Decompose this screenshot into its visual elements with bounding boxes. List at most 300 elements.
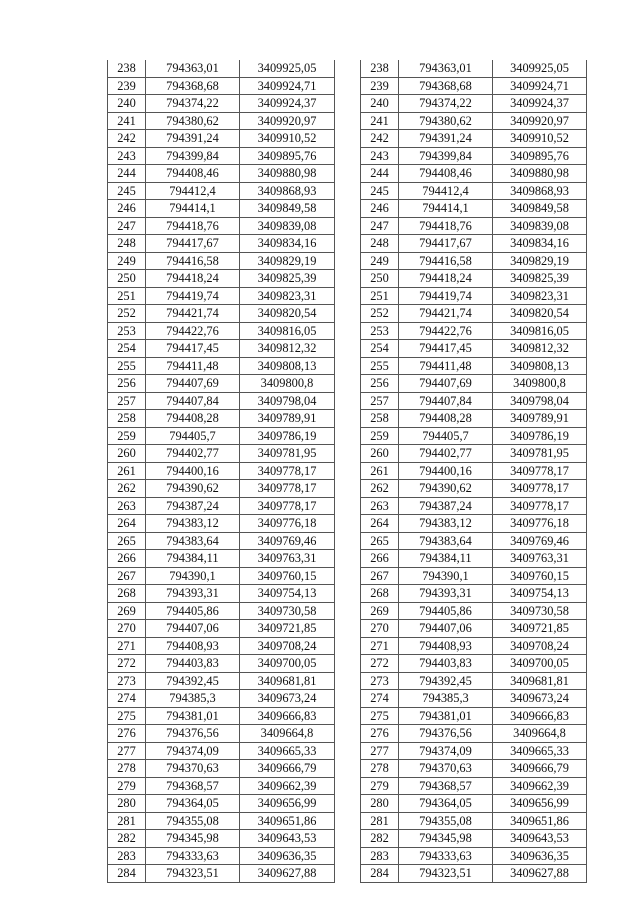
x-coordinate-cell: 794323,51 bbox=[399, 865, 493, 883]
coordinates-table-right bbox=[360, 60, 587, 883]
x-coordinate-cell: 794384,11 bbox=[399, 550, 493, 568]
table-row bbox=[108, 532, 335, 550]
point-number-cell: 277 bbox=[108, 742, 146, 760]
y-coordinate-cell: 3409730,58 bbox=[493, 602, 587, 620]
y-coordinate-cell: 3409778,17 bbox=[240, 462, 335, 480]
point-number-cell: 260 bbox=[108, 445, 146, 463]
table-row bbox=[361, 462, 587, 480]
y-coordinate-cell: 3409760,15 bbox=[493, 567, 587, 585]
x-coordinate-cell: 794414,1 bbox=[146, 200, 240, 218]
x-coordinate-cell: 794407,69 bbox=[146, 375, 240, 393]
y-coordinate-cell: 3409800,8 bbox=[240, 375, 335, 393]
point-number-cell: 263 bbox=[361, 497, 399, 515]
y-coordinate-cell: 3409673,24 bbox=[240, 690, 335, 708]
x-coordinate-cell: 794383,64 bbox=[399, 532, 493, 550]
y-coordinate-cell: 3409849,58 bbox=[240, 200, 335, 218]
point-number-cell: 248 bbox=[361, 235, 399, 253]
y-coordinate-cell: 3409781,95 bbox=[493, 445, 587, 463]
point-number-cell: 284 bbox=[108, 865, 146, 883]
x-coordinate-cell: 794400,16 bbox=[399, 462, 493, 480]
point-number-cell: 278 bbox=[108, 760, 146, 778]
table-row bbox=[361, 322, 587, 340]
table-row bbox=[361, 340, 587, 358]
x-coordinate-cell: 794399,84 bbox=[399, 147, 493, 165]
x-coordinate-cell: 794387,24 bbox=[399, 497, 493, 515]
y-coordinate-cell: 3409665,33 bbox=[240, 742, 335, 760]
x-coordinate-cell: 794368,68 bbox=[399, 77, 493, 95]
x-coordinate-cell: 794374,22 bbox=[146, 95, 240, 113]
point-number-cell: 265 bbox=[108, 532, 146, 550]
table-row bbox=[108, 690, 335, 708]
y-coordinate-cell: 3409721,85 bbox=[493, 620, 587, 638]
x-coordinate-cell: 794383,12 bbox=[146, 515, 240, 533]
table-row bbox=[108, 865, 335, 883]
table-row bbox=[108, 60, 335, 77]
x-coordinate-cell: 794384,11 bbox=[146, 550, 240, 568]
table-row bbox=[361, 637, 587, 655]
table-row bbox=[361, 200, 587, 218]
point-number-cell: 240 bbox=[361, 95, 399, 113]
point-number-cell: 246 bbox=[108, 200, 146, 218]
point-number-cell: 274 bbox=[108, 690, 146, 708]
table-row bbox=[108, 305, 335, 323]
table-row bbox=[361, 305, 587, 323]
point-number-cell: 242 bbox=[361, 130, 399, 148]
x-coordinate-cell: 794333,63 bbox=[399, 847, 493, 865]
x-coordinate-cell: 794387,24 bbox=[146, 497, 240, 515]
table-row bbox=[361, 95, 587, 113]
point-number-cell: 261 bbox=[361, 462, 399, 480]
table-row bbox=[108, 427, 335, 445]
y-coordinate-cell: 3409798,04 bbox=[240, 392, 335, 410]
x-coordinate-cell: 794419,74 bbox=[399, 287, 493, 305]
table-row bbox=[108, 725, 335, 743]
x-coordinate-cell: 794414,1 bbox=[399, 200, 493, 218]
table-row bbox=[108, 550, 335, 568]
x-coordinate-cell: 794355,08 bbox=[146, 812, 240, 830]
coordinates-table-left bbox=[107, 60, 335, 883]
y-coordinate-cell: 3409754,13 bbox=[493, 585, 587, 603]
x-coordinate-cell: 794364,05 bbox=[399, 795, 493, 813]
x-coordinate-cell: 794355,08 bbox=[399, 812, 493, 830]
x-coordinate-cell: 794408,46 bbox=[399, 165, 493, 183]
y-coordinate-cell: 3409880,98 bbox=[240, 165, 335, 183]
table-row bbox=[361, 497, 587, 515]
y-coordinate-cell: 3409666,83 bbox=[493, 707, 587, 725]
table-body-left bbox=[108, 60, 335, 882]
x-coordinate-cell: 794422,76 bbox=[399, 322, 493, 340]
table-row bbox=[108, 322, 335, 340]
table-row bbox=[361, 777, 587, 795]
point-number-cell: 249 bbox=[361, 252, 399, 270]
point-number-cell: 249 bbox=[108, 252, 146, 270]
table-row bbox=[361, 515, 587, 533]
table-row bbox=[108, 847, 335, 865]
point-number-cell: 269 bbox=[108, 602, 146, 620]
y-coordinate-cell: 3409778,17 bbox=[493, 480, 587, 498]
x-coordinate-cell: 794408,46 bbox=[146, 165, 240, 183]
table-row bbox=[108, 812, 335, 830]
y-coordinate-cell: 3409786,19 bbox=[240, 427, 335, 445]
y-coordinate-cell: 3409643,53 bbox=[493, 830, 587, 848]
y-coordinate-cell: 3409776,18 bbox=[240, 515, 335, 533]
y-coordinate-cell: 3409778,17 bbox=[493, 462, 587, 480]
x-coordinate-cell: 794374,09 bbox=[399, 742, 493, 760]
x-coordinate-cell: 794391,24 bbox=[146, 130, 240, 148]
point-number-cell: 257 bbox=[361, 392, 399, 410]
table-row bbox=[361, 725, 587, 743]
y-coordinate-cell: 3409868,93 bbox=[240, 182, 335, 200]
y-coordinate-cell: 3409829,19 bbox=[240, 252, 335, 270]
y-coordinate-cell: 3409808,13 bbox=[493, 357, 587, 375]
y-coordinate-cell: 3409636,35 bbox=[493, 847, 587, 865]
y-coordinate-cell: 3409651,86 bbox=[493, 812, 587, 830]
table-row bbox=[108, 130, 335, 148]
y-coordinate-cell: 3409763,31 bbox=[493, 550, 587, 568]
point-number-cell: 247 bbox=[361, 217, 399, 235]
x-coordinate-cell: 794422,76 bbox=[146, 322, 240, 340]
table-row bbox=[361, 550, 587, 568]
point-number-cell: 261 bbox=[108, 462, 146, 480]
point-number-cell: 282 bbox=[108, 830, 146, 848]
y-coordinate-cell: 3409895,76 bbox=[240, 147, 335, 165]
y-coordinate-cell: 3409666,79 bbox=[240, 760, 335, 778]
x-coordinate-cell: 794393,31 bbox=[146, 585, 240, 603]
point-number-cell: 267 bbox=[108, 567, 146, 585]
x-coordinate-cell: 794345,98 bbox=[399, 830, 493, 848]
point-number-cell: 279 bbox=[108, 777, 146, 795]
table-row bbox=[361, 252, 587, 270]
x-coordinate-cell: 794385,3 bbox=[399, 690, 493, 708]
y-coordinate-cell: 3409700,05 bbox=[493, 655, 587, 673]
point-number-cell: 250 bbox=[108, 270, 146, 288]
y-coordinate-cell: 3409924,71 bbox=[240, 77, 335, 95]
y-coordinate-cell: 3409662,39 bbox=[493, 777, 587, 795]
table-row bbox=[108, 235, 335, 253]
point-number-cell: 264 bbox=[108, 515, 146, 533]
x-coordinate-cell: 794390,62 bbox=[146, 480, 240, 498]
point-number-cell: 264 bbox=[361, 515, 399, 533]
y-coordinate-cell: 3409666,83 bbox=[240, 707, 335, 725]
table-row bbox=[361, 655, 587, 673]
table-row bbox=[361, 112, 587, 130]
table-row bbox=[361, 812, 587, 830]
x-coordinate-cell: 794374,22 bbox=[399, 95, 493, 113]
y-coordinate-cell: 3409895,76 bbox=[493, 147, 587, 165]
table-row bbox=[361, 217, 587, 235]
point-number-cell: 280 bbox=[108, 795, 146, 813]
x-coordinate-cell: 794390,1 bbox=[399, 567, 493, 585]
x-coordinate-cell: 794405,86 bbox=[146, 602, 240, 620]
table-row bbox=[361, 585, 587, 603]
point-number-cell: 252 bbox=[108, 305, 146, 323]
point-number-cell: 240 bbox=[108, 95, 146, 113]
table-row bbox=[108, 340, 335, 358]
table-row bbox=[108, 217, 335, 235]
y-coordinate-cell: 3409721,85 bbox=[240, 620, 335, 638]
table-row bbox=[108, 777, 335, 795]
table-row bbox=[108, 165, 335, 183]
table-row bbox=[108, 567, 335, 585]
x-coordinate-cell: 794405,7 bbox=[146, 427, 240, 445]
point-number-cell: 238 bbox=[361, 60, 399, 77]
point-number-cell: 255 bbox=[108, 357, 146, 375]
point-number-cell: 276 bbox=[361, 725, 399, 743]
y-coordinate-cell: 3409812,32 bbox=[240, 340, 335, 358]
y-coordinate-cell: 3409823,31 bbox=[493, 287, 587, 305]
x-coordinate-cell: 794417,67 bbox=[399, 235, 493, 253]
x-coordinate-cell: 794405,86 bbox=[399, 602, 493, 620]
x-coordinate-cell: 794368,68 bbox=[146, 77, 240, 95]
point-number-cell: 253 bbox=[361, 322, 399, 340]
y-coordinate-cell: 3409778,17 bbox=[493, 497, 587, 515]
point-number-cell: 268 bbox=[108, 585, 146, 603]
point-number-cell: 272 bbox=[361, 655, 399, 673]
y-coordinate-cell: 3409834,16 bbox=[493, 235, 587, 253]
point-number-cell: 259 bbox=[108, 427, 146, 445]
y-coordinate-cell: 3409816,05 bbox=[493, 322, 587, 340]
table-row bbox=[108, 445, 335, 463]
point-number-cell: 280 bbox=[361, 795, 399, 813]
point-number-cell: 251 bbox=[361, 287, 399, 305]
point-number-cell: 271 bbox=[108, 637, 146, 655]
y-coordinate-cell: 3409681,81 bbox=[240, 672, 335, 690]
table-row bbox=[108, 270, 335, 288]
point-number-cell: 281 bbox=[361, 812, 399, 830]
table-row bbox=[108, 497, 335, 515]
point-number-cell: 279 bbox=[361, 777, 399, 795]
point-number-cell: 274 bbox=[361, 690, 399, 708]
table-row bbox=[361, 760, 587, 778]
point-number-cell: 250 bbox=[361, 270, 399, 288]
point-number-cell: 245 bbox=[108, 182, 146, 200]
table-row bbox=[361, 410, 587, 428]
x-coordinate-cell: 794412,4 bbox=[399, 182, 493, 200]
x-coordinate-cell: 794402,77 bbox=[146, 445, 240, 463]
point-number-cell: 244 bbox=[361, 165, 399, 183]
point-number-cell: 275 bbox=[361, 707, 399, 725]
table-row bbox=[361, 60, 587, 77]
x-coordinate-cell: 794412,4 bbox=[146, 182, 240, 200]
table-row bbox=[361, 567, 587, 585]
x-coordinate-cell: 794417,67 bbox=[146, 235, 240, 253]
table-row bbox=[108, 830, 335, 848]
y-coordinate-cell: 3409925,05 bbox=[240, 60, 335, 77]
point-number-cell: 239 bbox=[108, 77, 146, 95]
point-number-cell: 243 bbox=[108, 147, 146, 165]
point-number-cell: 255 bbox=[361, 357, 399, 375]
table-row bbox=[108, 200, 335, 218]
y-coordinate-cell: 3409820,54 bbox=[493, 305, 587, 323]
x-coordinate-cell: 794392,45 bbox=[146, 672, 240, 690]
y-coordinate-cell: 3409666,79 bbox=[493, 760, 587, 778]
y-coordinate-cell: 3409924,37 bbox=[493, 95, 587, 113]
y-coordinate-cell: 3409778,17 bbox=[240, 480, 335, 498]
y-coordinate-cell: 3409849,58 bbox=[493, 200, 587, 218]
table-row bbox=[361, 672, 587, 690]
table-row bbox=[108, 760, 335, 778]
table-row bbox=[361, 357, 587, 375]
y-coordinate-cell: 3409627,88 bbox=[240, 865, 335, 883]
table-row bbox=[361, 77, 587, 95]
table-row bbox=[361, 165, 587, 183]
table-row bbox=[108, 357, 335, 375]
point-number-cell: 254 bbox=[361, 340, 399, 358]
y-coordinate-cell: 3409910,52 bbox=[493, 130, 587, 148]
y-coordinate-cell: 3409925,05 bbox=[493, 60, 587, 77]
table-row bbox=[361, 427, 587, 445]
x-coordinate-cell: 794391,24 bbox=[399, 130, 493, 148]
table-row bbox=[361, 147, 587, 165]
x-coordinate-cell: 794411,48 bbox=[146, 357, 240, 375]
x-coordinate-cell: 794345,98 bbox=[146, 830, 240, 848]
table-row bbox=[361, 865, 587, 883]
y-coordinate-cell: 3409924,71 bbox=[493, 77, 587, 95]
y-coordinate-cell: 3409839,08 bbox=[493, 217, 587, 235]
point-number-cell: 258 bbox=[108, 410, 146, 428]
point-number-cell: 284 bbox=[361, 865, 399, 883]
x-coordinate-cell: 794380,62 bbox=[399, 112, 493, 130]
point-number-cell: 239 bbox=[361, 77, 399, 95]
table-row bbox=[108, 707, 335, 725]
table-row bbox=[361, 847, 587, 865]
y-coordinate-cell: 3409800,8 bbox=[493, 375, 587, 393]
point-number-cell: 278 bbox=[361, 760, 399, 778]
x-coordinate-cell: 794390,62 bbox=[399, 480, 493, 498]
y-coordinate-cell: 3409825,39 bbox=[493, 270, 587, 288]
x-coordinate-cell: 794364,05 bbox=[146, 795, 240, 813]
table-row bbox=[108, 182, 335, 200]
table-row bbox=[361, 532, 587, 550]
point-number-cell: 238 bbox=[108, 60, 146, 77]
y-coordinate-cell: 3409754,13 bbox=[240, 585, 335, 603]
x-coordinate-cell: 794381,01 bbox=[399, 707, 493, 725]
x-coordinate-cell: 794402,77 bbox=[399, 445, 493, 463]
y-coordinate-cell: 3409730,58 bbox=[240, 602, 335, 620]
y-coordinate-cell: 3409769,46 bbox=[493, 532, 587, 550]
x-coordinate-cell: 794405,7 bbox=[399, 427, 493, 445]
x-coordinate-cell: 794418,24 bbox=[146, 270, 240, 288]
x-coordinate-cell: 794380,62 bbox=[146, 112, 240, 130]
point-number-cell: 273 bbox=[361, 672, 399, 690]
x-coordinate-cell: 794376,56 bbox=[399, 725, 493, 743]
table-row bbox=[108, 655, 335, 673]
x-coordinate-cell: 794421,74 bbox=[146, 305, 240, 323]
x-coordinate-cell: 794408,93 bbox=[146, 637, 240, 655]
y-coordinate-cell: 3409781,95 bbox=[240, 445, 335, 463]
x-coordinate-cell: 794381,01 bbox=[146, 707, 240, 725]
x-coordinate-cell: 794407,06 bbox=[399, 620, 493, 638]
y-coordinate-cell: 3409786,19 bbox=[493, 427, 587, 445]
table-row bbox=[108, 392, 335, 410]
table-row bbox=[361, 830, 587, 848]
x-coordinate-cell: 794383,12 bbox=[399, 515, 493, 533]
x-coordinate-cell: 794385,3 bbox=[146, 690, 240, 708]
x-coordinate-cell: 794383,64 bbox=[146, 532, 240, 550]
table-row bbox=[361, 795, 587, 813]
y-coordinate-cell: 3409924,37 bbox=[240, 95, 335, 113]
y-coordinate-cell: 3409664,8 bbox=[240, 725, 335, 743]
table-row bbox=[108, 795, 335, 813]
y-coordinate-cell: 3409776,18 bbox=[493, 515, 587, 533]
x-coordinate-cell: 794363,01 bbox=[146, 60, 240, 77]
x-coordinate-cell: 794408,28 bbox=[146, 410, 240, 428]
point-number-cell: 242 bbox=[108, 130, 146, 148]
point-number-cell: 258 bbox=[361, 410, 399, 428]
table-row bbox=[361, 287, 587, 305]
y-coordinate-cell: 3409812,32 bbox=[493, 340, 587, 358]
point-number-cell: 273 bbox=[108, 672, 146, 690]
table-row bbox=[108, 672, 335, 690]
x-coordinate-cell: 794418,76 bbox=[146, 217, 240, 235]
x-coordinate-cell: 794418,76 bbox=[399, 217, 493, 235]
table-row bbox=[108, 620, 335, 638]
x-coordinate-cell: 794417,45 bbox=[146, 340, 240, 358]
point-number-cell: 269 bbox=[361, 602, 399, 620]
table-row bbox=[108, 515, 335, 533]
point-number-cell: 256 bbox=[108, 375, 146, 393]
x-coordinate-cell: 794418,24 bbox=[399, 270, 493, 288]
table-row bbox=[108, 252, 335, 270]
x-coordinate-cell: 794411,48 bbox=[399, 357, 493, 375]
y-coordinate-cell: 3409789,91 bbox=[240, 410, 335, 428]
table-row bbox=[108, 375, 335, 393]
table-row bbox=[361, 690, 587, 708]
point-number-cell: 270 bbox=[361, 620, 399, 638]
point-number-cell: 253 bbox=[108, 322, 146, 340]
x-coordinate-cell: 794368,57 bbox=[146, 777, 240, 795]
y-coordinate-cell: 3409825,39 bbox=[240, 270, 335, 288]
y-coordinate-cell: 3409816,05 bbox=[240, 322, 335, 340]
y-coordinate-cell: 3409760,15 bbox=[240, 567, 335, 585]
point-number-cell: 244 bbox=[108, 165, 146, 183]
y-coordinate-cell: 3409839,08 bbox=[240, 217, 335, 235]
x-coordinate-cell: 794419,74 bbox=[146, 287, 240, 305]
x-coordinate-cell: 794392,45 bbox=[399, 672, 493, 690]
point-number-cell: 245 bbox=[361, 182, 399, 200]
x-coordinate-cell: 794403,83 bbox=[146, 655, 240, 673]
y-coordinate-cell: 3409789,91 bbox=[493, 410, 587, 428]
table-row bbox=[108, 742, 335, 760]
point-number-cell: 268 bbox=[361, 585, 399, 603]
x-coordinate-cell: 794374,09 bbox=[146, 742, 240, 760]
table-row bbox=[361, 182, 587, 200]
point-number-cell: 247 bbox=[108, 217, 146, 235]
point-number-cell: 283 bbox=[108, 847, 146, 865]
point-number-cell: 266 bbox=[361, 550, 399, 568]
x-coordinate-cell: 794416,58 bbox=[399, 252, 493, 270]
table-row bbox=[108, 147, 335, 165]
point-number-cell: 266 bbox=[108, 550, 146, 568]
x-coordinate-cell: 794323,51 bbox=[146, 865, 240, 883]
x-coordinate-cell: 794368,57 bbox=[399, 777, 493, 795]
point-number-cell: 277 bbox=[361, 742, 399, 760]
table-row bbox=[108, 602, 335, 620]
table-row bbox=[108, 77, 335, 95]
point-number-cell: 271 bbox=[361, 637, 399, 655]
point-number-cell: 262 bbox=[361, 480, 399, 498]
x-coordinate-cell: 794408,28 bbox=[399, 410, 493, 428]
y-coordinate-cell: 3409656,99 bbox=[493, 795, 587, 813]
point-number-cell: 272 bbox=[108, 655, 146, 673]
x-coordinate-cell: 794399,84 bbox=[146, 147, 240, 165]
point-number-cell: 254 bbox=[108, 340, 146, 358]
x-coordinate-cell: 794390,1 bbox=[146, 567, 240, 585]
table-row bbox=[108, 637, 335, 655]
x-coordinate-cell: 794407,84 bbox=[146, 392, 240, 410]
point-number-cell: 251 bbox=[108, 287, 146, 305]
table-row bbox=[361, 620, 587, 638]
